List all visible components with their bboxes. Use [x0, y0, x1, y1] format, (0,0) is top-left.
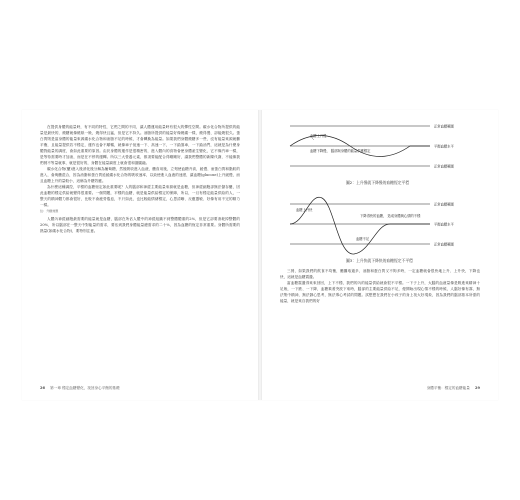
annotation-rise: 血糖上升慢 — [310, 134, 327, 138]
right-page — [262, 110, 498, 400]
page-number: 26 — [40, 386, 46, 390]
footnote: 註：升糖效應 — [40, 209, 59, 213]
left-folio — [40, 386, 120, 391]
annotation-fall: 下降得快的血糖， 造成身體與心情的不穩 — [360, 214, 421, 218]
label-high: 正常血糖範圍 — [434, 202, 454, 207]
paragraph: 為什麼這種調控，平穩的血糖恆定如此重要呢？人的腦部和神經主要能量來源就是血糖，但神經細胞卻無法儲存醣，因此血糖的穩定供給就變得很重要。一個問題，平穩的血糖，就是能量供給穩定的保障，所以，一旦有穩定能量供給的人，一整天的精神體力都會很好，比較不會疲勞倦怠，不只如此，也比較能情緒穩定，心思清晰、反應靈敏、好像有用不完的精力一樣。 — [40, 185, 240, 207]
label-low: 正常血糖範圍 — [434, 164, 454, 169]
right-page-body — [280, 268, 480, 304]
stable-curve-diagram — [280, 116, 480, 182]
blood-sugar-curve — [290, 197, 430, 254]
paragraph: 當血糖震盪得來來回回，上下不穩，我們的內的能量供給就會很不平穩。一下子上升，大腦的血液量像是吸進來精神十足般，一下跌、一下降，血糖乘著突波下來時，腦部的主要能量供給不足，便開始出現心情不穩的時候，人腦好像有霧，無法集中精神，無法靜心思考，無法專心考試的問題。試想想在我們在小孩子的身上找大好現象，因為我們的腦部基本所需的能量，就是來自我們的好 — [280, 281, 480, 303]
label-high: 正常血糖範圍 — [434, 124, 454, 129]
paragraph: 人體內神經細胞最需要的能量就是血糖，腦部在所佔人體中的神經組織不到整體體重的2%，但是它卻要消耗掉整體的20%，所以腦部在一整天中對能量的需求，要佔到我們身體能量總需求的二十%，因為血糖的恆定非常重要。身體所需要的熱量(如碳水化合物)，要特別注意。 — [40, 216, 240, 233]
book-spread — [22, 110, 498, 400]
paragraph: 碳水化合物(醣)進入後消化後分解為葡萄糖，然後吸收進入血液，醣食用後，立刻使血糖升高，緩慢、而蛋白質和脂肪的進入，會與醣混合，因為油脂和蛋白質延緩碳水化合物的吸收速率，以致使進入血液的速度，讓血糖(glucose)上升緩慢，而且血糖上升的量較小，這稱為升糖效應。 — [40, 167, 240, 183]
right-folio — [427, 386, 480, 391]
figure-caption: 圖3：上升快就下降快的血糖恆定不平穩 — [346, 258, 413, 263]
running-head: 第一章 穩定血糖變化，找回身心平衡的基礎 — [50, 386, 120, 390]
left-page-body — [40, 124, 240, 234]
page-number: 29 — [474, 386, 480, 390]
annotation-low: 血糖不足 — [356, 237, 370, 241]
label-mid: 平衡血糖水平 — [434, 144, 454, 149]
paragraph: 在提供身體的能量時，有不同的特性，它們之間的不同，讓人體運用能量時有很大的彈性空間。碳水化合物所提供的能量是最快的，燒糖就像燒紙一般，燒得快且猛，但是它不持久。油脂所提供的能量好像燒碳一樣，燒得慢、卻能燒很久。蛋白質則是當身體的能量來源碳水化合物和油脂不足的時候，才會轉換為能量。如果我們身體燒糖多一些，沒有能量來源就難平衡，且能量提供若不穩定，運作也會不順暢，就像車子低速一下、高速一下，一下踏煞車，一下踏油門，這就是為什麼身體對能量的調度，會如此重要的原因。由於身體的運作是很精密的，進入體內的食物會使身體產生變化，它不像汽車一樣，是等待需要時才加油，而是在不停的運轉。所以三大營養元素，都須要能配合得剛剛好，讓我們整體的新陳代謝，不能像我們餐不等量就事，就是很好的，身體在能量調度上就會很和諧圓融。 — [40, 125, 240, 165]
annotation-rise: 血糖上升快 — [296, 208, 313, 212]
figure-caption: 圖2：上升慢就下降慢的血糖恆定平穩 — [346, 180, 410, 185]
annotation-fall: 血糖下降慢， 腦部與身體的能量供應穩定 — [310, 149, 371, 153]
figure-blood-sugar-unstable — [280, 194, 480, 266]
label-low: 正常血糖範圍 — [434, 242, 454, 247]
left-page — [22, 110, 258, 400]
running-head: 身體平衡：穩定的血糖能量 — [426, 386, 470, 390]
paragraph: 三餐，如果我們的飲食不均衡，醣攝取過多，油脂和蛋白質又不夠多時，一定血糖就會很快地上升、上升快，下降也快，這就是血糖震盪。 — [280, 269, 480, 279]
label-mid: 平衡血糖水平 — [434, 222, 454, 227]
figure-blood-sugar-stable — [280, 116, 480, 188]
unstable-curve-diagram — [280, 194, 480, 260]
